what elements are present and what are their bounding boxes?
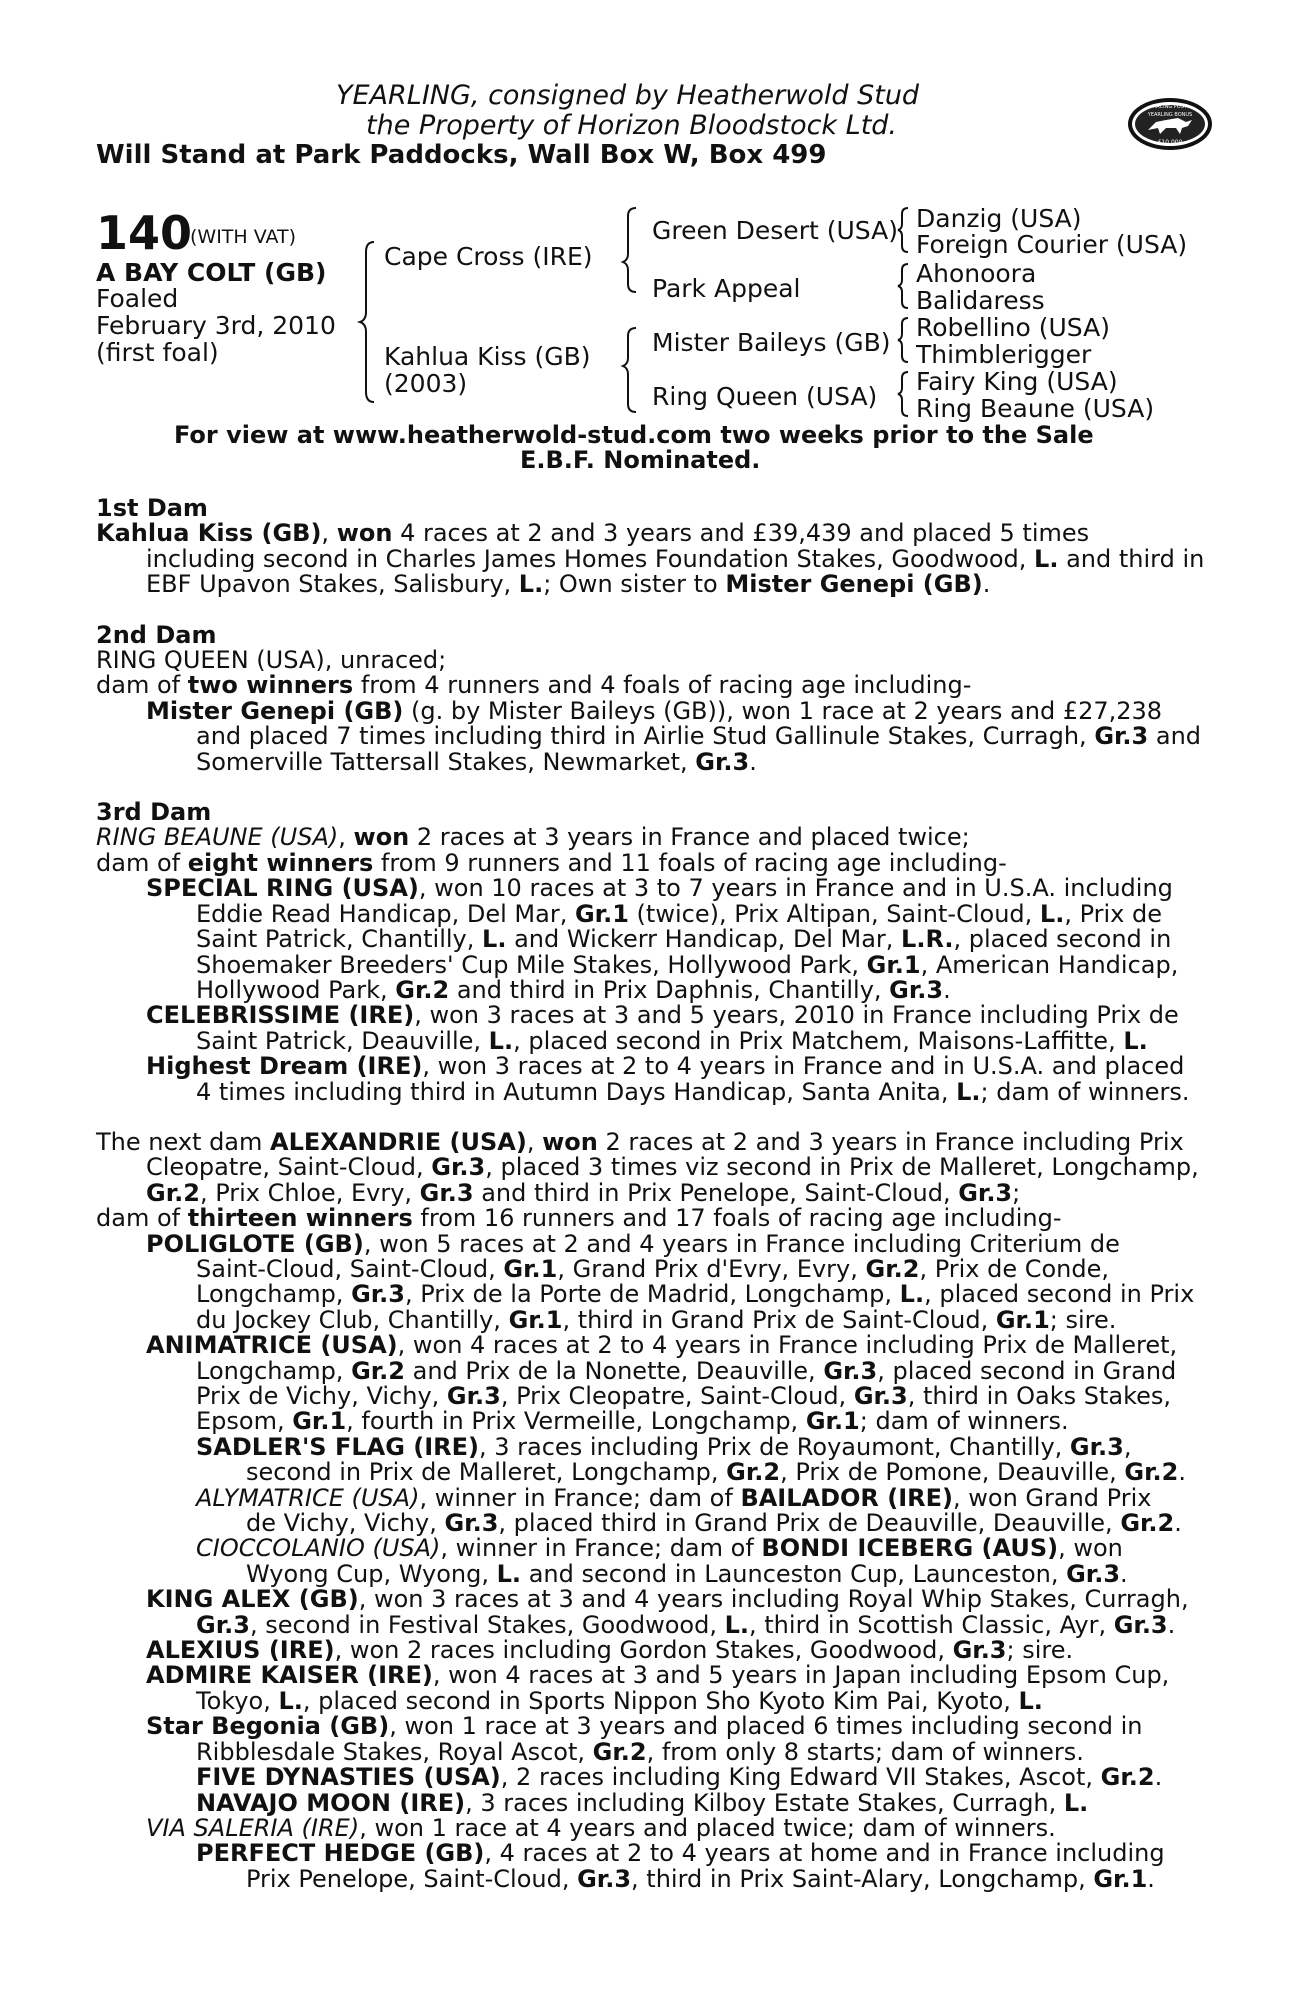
- header-line-3: Will Stand at Park Paddocks, Wall Box W, Box 499: [96, 140, 827, 170]
- first-foal-note: (first foal): [96, 338, 219, 367]
- third-dam-line-2: dam of eight winners from 9 runners and 11 foals of racing age including-: [96, 848, 1007, 877]
- sadlers-flag-line-2: second in Prix de Malleret, Longchamp, Gr.2, Prix de Pomone, Deauville, Gr.2.: [246, 1458, 1186, 1487]
- celebrissime-line-2: Saint Patrick, Deauville, L., placed second in Prix Matchem, Maisons-Laffitte, L.: [196, 1026, 1148, 1055]
- third-dam-heading: 3rd Dam: [96, 798, 212, 827]
- pedigree-dsd: Thimblerigger: [916, 340, 1092, 369]
- first-dam-line-1: Kahlua Kiss (GB), won 4 races at 2 and 3 years and £39,439 and placed 5 times: [96, 519, 1090, 548]
- special-ring-line-5: Hollywood Park, Gr.2 and third in Prix Daphnis, Chantilly, Gr.3.: [196, 975, 951, 1004]
- animatrice-line-3: Prix de Vichy, Vichy, Gr.3, Prix Cleopatre, Saint-Cloud, Gr.3, third in Oaks Stakes,: [196, 1382, 1172, 1410]
- next-dam-line-2: Cleopatre, Saint-Cloud, Gr.3, placed 3 times viz second in Prix de Malleret, Longchamp,: [146, 1153, 1199, 1182]
- next-dam-line-1: The next dam ALEXANDRIE (USA), won 2 races at 2 and 3 years in France including Prix: [96, 1127, 1184, 1156]
- poliglote-line-3: Longchamp, Gr.3, Prix de la Porte de Madrid, Longchamp, L., placed second in Prix: [196, 1280, 1195, 1309]
- pedigree-dam-year: (2003): [384, 369, 468, 398]
- vat-note: (WITH VAT): [190, 226, 297, 248]
- celebrissime-line-1: CELEBRISSIME (IRE), won 3 races at 3 and 5 years, 2010 in France including Prix de: [146, 1001, 1179, 1030]
- animatrice-line-1: ANIMATRICE (USA), won 4 races at 2 to 4 years in France including Prix de Malleret,: [146, 1331, 1178, 1360]
- pedigree-sss: Danzig (USA): [916, 204, 1082, 233]
- pedigree-sire-sire: Green Desert (USA): [652, 216, 898, 245]
- alymatrice-line-2: de Vichy, Vichy, Gr.3, placed third in Grand Prix de Deauville, Deauville, Gr.2.: [246, 1509, 1182, 1538]
- pedigree-dam: Kahlua Kiss (GB): [384, 342, 591, 371]
- perfect-hedge-line-1: PERFECT HEDGE (GB), 4 races at 2 to 4 years at home and in France including: [196, 1839, 1165, 1868]
- pedigree-sire-dam: Park Appeal: [652, 274, 801, 303]
- poliglote-line-4: du Jockey Club, Chantilly, Gr.1, third in Grand Prix de Saint-Cloud, Gr.1; sire.: [196, 1305, 1117, 1334]
- star-begonia-line-1: Star Begonia (GB), won 1 race at 3 years and placed 6 times including second in: [146, 1712, 1143, 1741]
- highest-dream-line-2: 4 times including third in Autumn Days Handicap, Santa Anita, L.; dam of winners.: [196, 1077, 1190, 1106]
- perfect-hedge-line-2: Prix Penelope, Saint-Cloud, Gr.3, third in Prix Saint-Alary, Longchamp, Gr.1.: [246, 1864, 1155, 1893]
- special-ring-line-2: Eddie Read Handicap, Del Mar, Gr.1 (twice), Prix Altipan, Saint-Cloud, L., Prix de: [196, 899, 1163, 928]
- second-dam-line-4: and placed 7 times including third in Airlie Stud Gallinule Stakes, Curragh, Gr.3 and: [196, 722, 1202, 751]
- pedigree-dam-sire: Mister Baileys (GB): [652, 328, 891, 357]
- next-dam-line-4: dam of thirteen winners from 16 runners and 17 foals of racing age including-: [96, 1204, 1062, 1233]
- special-ring-line-1: SPECIAL RING (USA), won 10 races at 3 to 7 years in France and in U.S.A. including: [146, 874, 1173, 903]
- second-dam-heading: 2nd Dam: [96, 620, 217, 649]
- foaled-date: February 3rd, 2010: [96, 311, 336, 340]
- pedigree-dss: Robellino (USA): [916, 313, 1110, 342]
- king-alex-line-2: Gr.3, second in Festival Stakes, Goodwood, L., third in Scottish Classic, Ayr, Gr.3.: [196, 1610, 1176, 1639]
- svg-text:RACING POST: RACING POST: [1153, 104, 1187, 110]
- dam-sections: [96, 494, 1205, 1893]
- pedigree-sire: Cape Cross (IRE): [384, 242, 593, 271]
- second-dam-line-1: RING QUEEN (USA), unraced;: [96, 646, 447, 675]
- pedigree-dds: Fairy King (USA): [916, 367, 1118, 396]
- admire-kaiser-line-1: ADMIRE KAISER (IRE), won 4 races at 3 and 5 years in Japan including Epsom Cup,: [146, 1661, 1170, 1690]
- svg-text:YEARLING BONUS: YEARLING BONUS: [1147, 112, 1193, 118]
- svg-text:£10,000: £10,000: [1157, 139, 1183, 146]
- pedigree-ddd: Ring Beaune (USA): [916, 394, 1155, 423]
- second-dam-line-3: Mister Genepi (GB) (g. by Mister Baileys (GB)), won 1 race at 2 years and £27,238: [146, 696, 1163, 725]
- first-dam-line-3: EBF Upavon Stakes, Salisbury, L.; Own sister to Mister Genepi (GB).: [146, 570, 991, 599]
- cioccolanio-line-1: CIOCCOLANIO (USA), winner in France; dam of BONDI ICEBERG (AUS), won: [196, 1534, 1123, 1563]
- via-saleria-line-1: VIA SALERIA (IRE), won 1 race at 4 years and placed twice; dam of winners.: [146, 1813, 1056, 1842]
- header-line-1: YEARLING, consigned by Heatherwold Stud: [336, 80, 920, 111]
- ebf-note: E.B.F. Nominated.: [520, 446, 761, 474]
- next-dam-line-3: Gr.2, Prix Chloe, Evry, Gr.3 and third in Prix Penelope, Saint-Cloud, Gr.3;: [146, 1178, 1021, 1207]
- admire-kaiser-line-2: Tokyo, L., placed second in Sports Nippon Sho Kyoto Kim Pai, Kyoto, L.: [196, 1686, 1043, 1715]
- special-ring-line-3: Saint Patrick, Chantilly, L. and Wickerr Handicap, Del Mar, L.R., placed second in: [196, 925, 1172, 954]
- pedigree-ssd: Foreign Courier (USA): [916, 230, 1188, 259]
- foaled-label: Foaled: [96, 284, 179, 313]
- view-note: For view at www.heatherwold-stud.com two weeks prior to the Sale: [174, 421, 1094, 449]
- alymatrice-line-1: ALYMATRICE (USA), winner in France; dam of BAILADOR (IRE), won Grand Prix: [196, 1483, 1152, 1512]
- first-dam-line-2: including second in Charles James Homes Foundation Stakes, Goodwood, L. and third in: [146, 544, 1205, 573]
- navajo-moon-line-1: NAVAJO MOON (IRE), 3 races including Kilboy Estate Stakes, Curragh, L.: [196, 1788, 1089, 1817]
- animatrice-line-4: Epsom, Gr.1, fourth in Prix Vermeille, Longchamp, Gr.1; dam of winners.: [196, 1407, 1069, 1436]
- highest-dream-line-1: Highest Dream (IRE), won 3 races at 2 to 4 years in France and in U.S.A. and placed: [146, 1052, 1185, 1081]
- special-ring-line-4: Shoemaker Breeders' Cup Mile Stakes, Hollywood Park, Gr.1, American Handicap,: [196, 950, 1179, 979]
- alexius-line-1: ALEXIUS (IRE), won 2 races including Gordon Stakes, Goodwood, Gr.3; sire.: [146, 1636, 1074, 1665]
- first-dam-heading: 1st Dam: [96, 494, 208, 522]
- lot-title: A BAY COLT (GB): [96, 258, 327, 287]
- pedigree-sds: Ahonoora: [916, 259, 1037, 288]
- lot-number: 140: [96, 206, 193, 260]
- sadlers-flag-line-1: SADLER'S FLAG (IRE), 3 races including Prix de Royaumont, Chantilly, Gr.3,: [196, 1432, 1132, 1461]
- pedigree-dam-dam: Ring Queen (USA): [652, 382, 878, 411]
- five-dynasties-line-1: FIVE DYNASTIES (USA), 2 races including King Edward VII Stakes, Ascot, Gr.2.: [196, 1763, 1163, 1792]
- poliglote-line-1: POLIGLOTE (GB), won 5 races at 2 and 4 years in France including Criterium de: [146, 1229, 1120, 1258]
- second-dam-line-5: Somerville Tattersall Stakes, Newmarket, Gr.3.: [196, 747, 757, 776]
- star-begonia-line-2: Ribblesdale Stakes, Royal Ascot, Gr.2, from only 8 starts; dam of winners.: [196, 1737, 1084, 1766]
- animatrice-line-2: Longchamp, Gr.2 and Prix de la Nonette, Deauville, Gr.3, placed second in Grand: [196, 1356, 1177, 1385]
- king-alex-line-1: KING ALEX (GB), won 3 races at 3 and 4 years including Royal Whip Stakes, Curragh,: [146, 1585, 1189, 1614]
- header-line-2: the Property of Horizon Bloodstock Ltd.: [366, 110, 897, 141]
- second-dam-line-2: dam of two winners from 4 runners and 4 foals of racing age including-: [96, 671, 972, 700]
- pedigree-sdd: Balidaress: [916, 286, 1045, 315]
- cioccolanio-line-2: Wyong Cup, Wyong, L. and second in Launceston Cup, Launceston, Gr.3.: [246, 1559, 1128, 1588]
- third-dam-line-1: RING BEAUNE (USA), won 2 races at 3 years in France and placed twice;: [96, 823, 970, 852]
- poliglote-line-2: Saint-Cloud, Saint-Cloud, Gr.1, Grand Prix d'Evry, Evry, Gr.2, Prix de Conde,: [196, 1254, 1110, 1283]
